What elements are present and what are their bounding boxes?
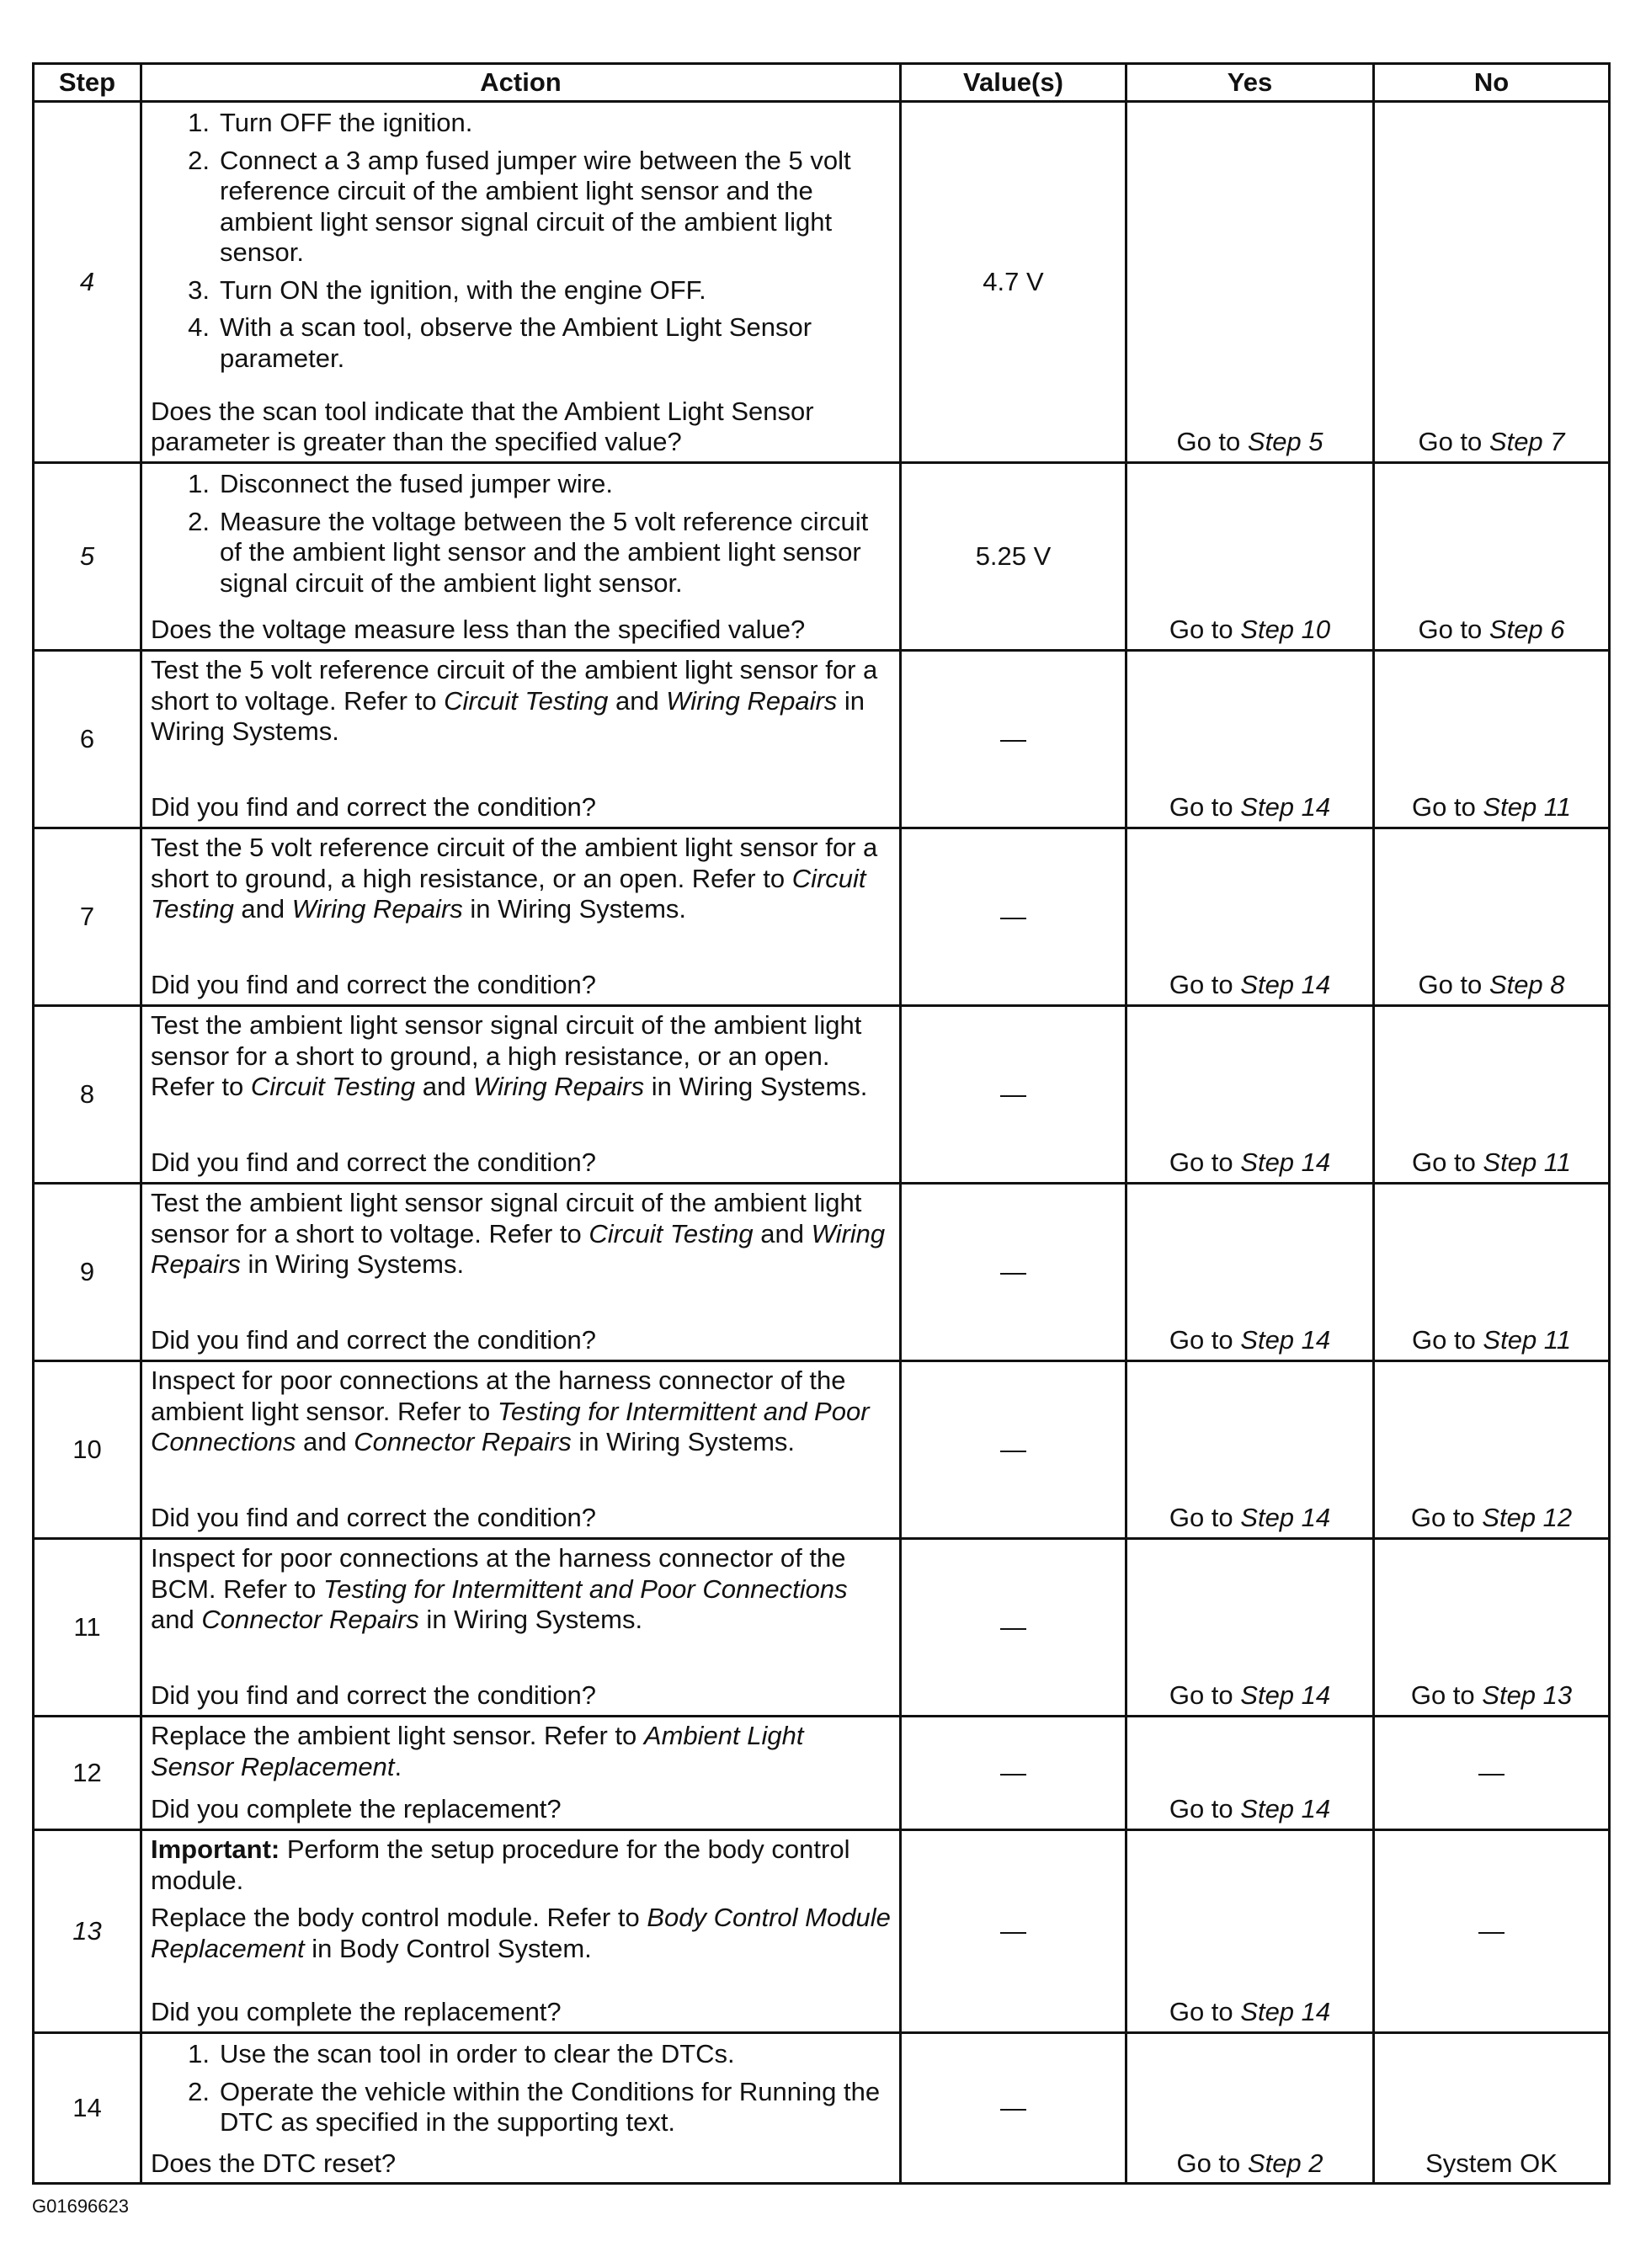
no-cell: Go to Step 13	[1374, 1539, 1610, 1717]
step-link: Step 13	[1482, 1680, 1573, 1711]
action-question: Did you find and correct the condition?	[151, 1680, 597, 1711]
action-text: Test the 5 volt reference circuit of the ambient light sensor for a short to voltage. Refer to Circuit Testing and Wiring Repairs in Wiring Systems.	[151, 655, 878, 747]
table-row-step-4	[34, 102, 1610, 463]
list-item: 1. Use the scan tool in order to clear the DTCs.	[188, 2039, 735, 2068]
action-cell	[141, 828, 901, 1006]
yes-cell: Go to Step 14	[1126, 651, 1374, 828]
action-question: Did you find and correct the condition?	[151, 970, 597, 1000]
step-link: Step 14	[1240, 1325, 1331, 1355]
table-row-step-8	[34, 1006, 1610, 1184]
no-cell: Go to Step 11	[1374, 1184, 1610, 1361]
value-cell: —	[901, 1361, 1126, 1539]
table-row-step-13	[34, 1830, 1610, 2033]
list-item: 2. Connect a 3 amp fused jumper wire between the 5 volt reference circuit of the ambient light sensor and the ambient light sensor signal circuit of the ambient light sensor.	[188, 145, 851, 268]
action-question: Did you find and correct the condition?	[151, 792, 597, 823]
step-link: Step 11	[1483, 792, 1571, 823]
step-link: Step 11	[1483, 1325, 1571, 1355]
list-item: 2. Measure the voltage between the 5 volt reference circuit of the ambient light sensor and the ambient light sensor signal circuit of the ambient light sensor.	[188, 506, 869, 598]
step-link: Step 10	[1240, 615, 1331, 645]
step-number: 10	[34, 1361, 141, 1539]
no-cell: —	[1374, 1830, 1610, 2033]
action-question: Did you complete the replacement?	[151, 1794, 562, 1824]
step-number: 9	[34, 1184, 141, 1361]
action-text: Replace the body control module. Refer to Body Control Module Replacement in Body Control System.	[151, 1903, 891, 1963]
action-question: Did you find and correct the condition?	[151, 1503, 597, 1533]
action-question: Does the scan tool indicate that the Ambient Light Sensor parameter is greater than the specified value?	[151, 396, 814, 457]
value-cell: —	[901, 1830, 1126, 2033]
table-row-step-5	[34, 463, 1610, 651]
no-cell: Go to Step 6	[1374, 463, 1610, 651]
diagnostic-table	[32, 62, 1611, 2185]
action-cell	[141, 1184, 901, 1361]
step-link: Step 14	[1240, 1503, 1331, 1533]
action-cell	[141, 1717, 901, 1830]
step-link: Step 14	[1240, 1680, 1331, 1711]
yes-cell: Go to Step 14	[1126, 1717, 1374, 1830]
step-number: 13	[34, 1830, 141, 2033]
step-link: Step 14	[1240, 1147, 1331, 1178]
value-cell: —	[901, 651, 1126, 828]
value-cell: —	[901, 1717, 1126, 1830]
list-item: 1. Turn OFF the ignition.	[188, 108, 473, 137]
value-cell: 4.7 V	[901, 102, 1126, 463]
header-row	[34, 64, 1610, 102]
step-number: 11	[34, 1539, 141, 1717]
step-link: Step 8	[1489, 970, 1565, 1000]
table-row-step-10	[34, 1361, 1610, 1539]
step-link: Step 14	[1240, 792, 1331, 823]
step-number: 5	[34, 463, 141, 651]
list-item: 2. Operate the vehicle within the Conditions for Running the DTC as specified in the supporting text.	[188, 2076, 881, 2138]
value-cell: 5.25 V	[901, 463, 1126, 651]
list-item: 4. With a scan tool, observe the Ambient Light Sensor parameter.	[188, 312, 812, 374]
yes-cell: Go to Step 14	[1126, 1539, 1374, 1717]
action-text: Inspect for poor connections at the harness connector of the ambient light sensor. Refer to Testing for Intermittent and Poor Connections and Connector Repairs in Wiring Systems.	[151, 1366, 870, 1457]
action-cell	[141, 1361, 901, 1539]
value-cell: —	[901, 2033, 1126, 2184]
action-question: Did you find and correct the condition?	[151, 1325, 597, 1355]
step-link: Step 5	[1247, 427, 1323, 457]
step-number: 6	[34, 651, 141, 828]
action-question: Did you complete the replacement?	[151, 1997, 562, 2027]
step-link: Step 6	[1489, 615, 1565, 645]
action-cell	[141, 2033, 901, 2184]
important-note: Important: Perform the setup procedure for the body control module.	[151, 1834, 850, 1895]
action-list	[151, 467, 891, 605]
no-cell: Go to Step 12	[1374, 1361, 1610, 1539]
action-cell	[141, 1539, 901, 1717]
action-question: Does the DTC reset?	[151, 2148, 397, 2178]
step-link: Step 14	[1240, 970, 1331, 1000]
header-no: No	[1374, 64, 1610, 102]
table-row-step-6	[34, 651, 1610, 828]
no-cell: System OK	[1374, 2033, 1610, 2184]
table-row-step-12	[34, 1717, 1610, 1830]
value-cell: —	[901, 1539, 1126, 1717]
action-cell	[141, 1006, 901, 1184]
yes-cell: Go to Step 14	[1126, 1830, 1374, 2033]
yes-cell: Go to Step 5	[1126, 102, 1374, 463]
action-cell	[141, 463, 901, 651]
yes-cell: Go to Step 2	[1126, 2033, 1374, 2184]
table-row-step-14	[34, 2033, 1610, 2184]
no-cell: Go to Step 11	[1374, 1006, 1610, 1184]
no-cell: Go to Step 11	[1374, 651, 1610, 828]
header-action: Action	[141, 64, 901, 102]
action-text: Test the ambient light sensor signal circuit of the ambient light sensor for a short to ground, a high resistance, or an open. Refer to Circuit Testing and Wiring Repairs in Wiring Systems.	[151, 1010, 868, 1102]
value-cell: —	[901, 1006, 1126, 1184]
yes-cell: Go to Step 14	[1126, 1184, 1374, 1361]
no-cell: —	[1374, 1717, 1610, 1830]
step-link: Step 14	[1240, 1794, 1331, 1824]
step-link: Step 12	[1482, 1503, 1573, 1533]
step-link: Step 11	[1483, 1147, 1571, 1178]
value-cell: —	[901, 1184, 1126, 1361]
action-cell	[141, 102, 901, 463]
no-cell: Go to Step 7	[1374, 102, 1610, 463]
header-yes: Yes	[1126, 64, 1374, 102]
step-link: Step 7	[1489, 427, 1565, 457]
action-text: Test the ambient light sensor signal circuit of the ambient light sensor for a short to voltage. Refer to Circuit Testing and Wiring Repairs in Wiring Systems.	[151, 1188, 886, 1280]
yes-cell: Go to Step 14	[1126, 828, 1374, 1006]
step-number: 4	[34, 102, 141, 463]
action-cell	[141, 1830, 901, 2033]
figure-id: G01696623	[32, 2196, 129, 2217]
action-question: Did you find and correct the condition?	[151, 1147, 597, 1178]
yes-cell: Go to Step 14	[1126, 1006, 1374, 1184]
header-values: Value(s)	[901, 64, 1126, 102]
step-link: Step 2	[1247, 2148, 1323, 2178]
action-list	[151, 2037, 891, 2145]
yes-cell: Go to Step 10	[1126, 463, 1374, 651]
list-item: 1. Disconnect the fused jumper wire.	[188, 469, 613, 498]
action-question: Does the voltage measure less than the specified value?	[151, 615, 806, 645]
action-text: Replace the ambient light sensor. Refer to Ambient Light Sensor Replacement.	[151, 1721, 804, 1781]
step-link: Step 14	[1240, 1997, 1331, 2027]
list-item: 3. Turn ON the ignition, with the engine OFF.	[188, 274, 706, 305]
table-row-step-7	[34, 828, 1610, 1006]
step-number: 14	[34, 2033, 141, 2184]
table-row-step-9	[34, 1184, 1610, 1361]
table-row-step-11	[34, 1539, 1610, 1717]
step-number: 8	[34, 1006, 141, 1184]
step-number: 7	[34, 828, 141, 1006]
no-cell: Go to Step 8	[1374, 828, 1610, 1006]
action-text: Inspect for poor connections at the harness connector of the BCM. Refer to Testing for Intermittent and Poor Connections and Connector Repairs in Wiring Systems.	[151, 1543, 848, 1635]
action-text: Test the 5 volt reference circuit of the ambient light sensor for a short to ground, a high resistance, or an open. Refer to Circuit Testing and Wiring Repairs in Wiring Systems.	[151, 833, 878, 924]
action-list	[151, 106, 891, 381]
yes-cell: Go to Step 14	[1126, 1361, 1374, 1539]
action-cell	[141, 651, 901, 828]
step-number: 12	[34, 1717, 141, 1830]
value-cell: —	[901, 828, 1126, 1006]
header-step: Step	[34, 64, 141, 102]
